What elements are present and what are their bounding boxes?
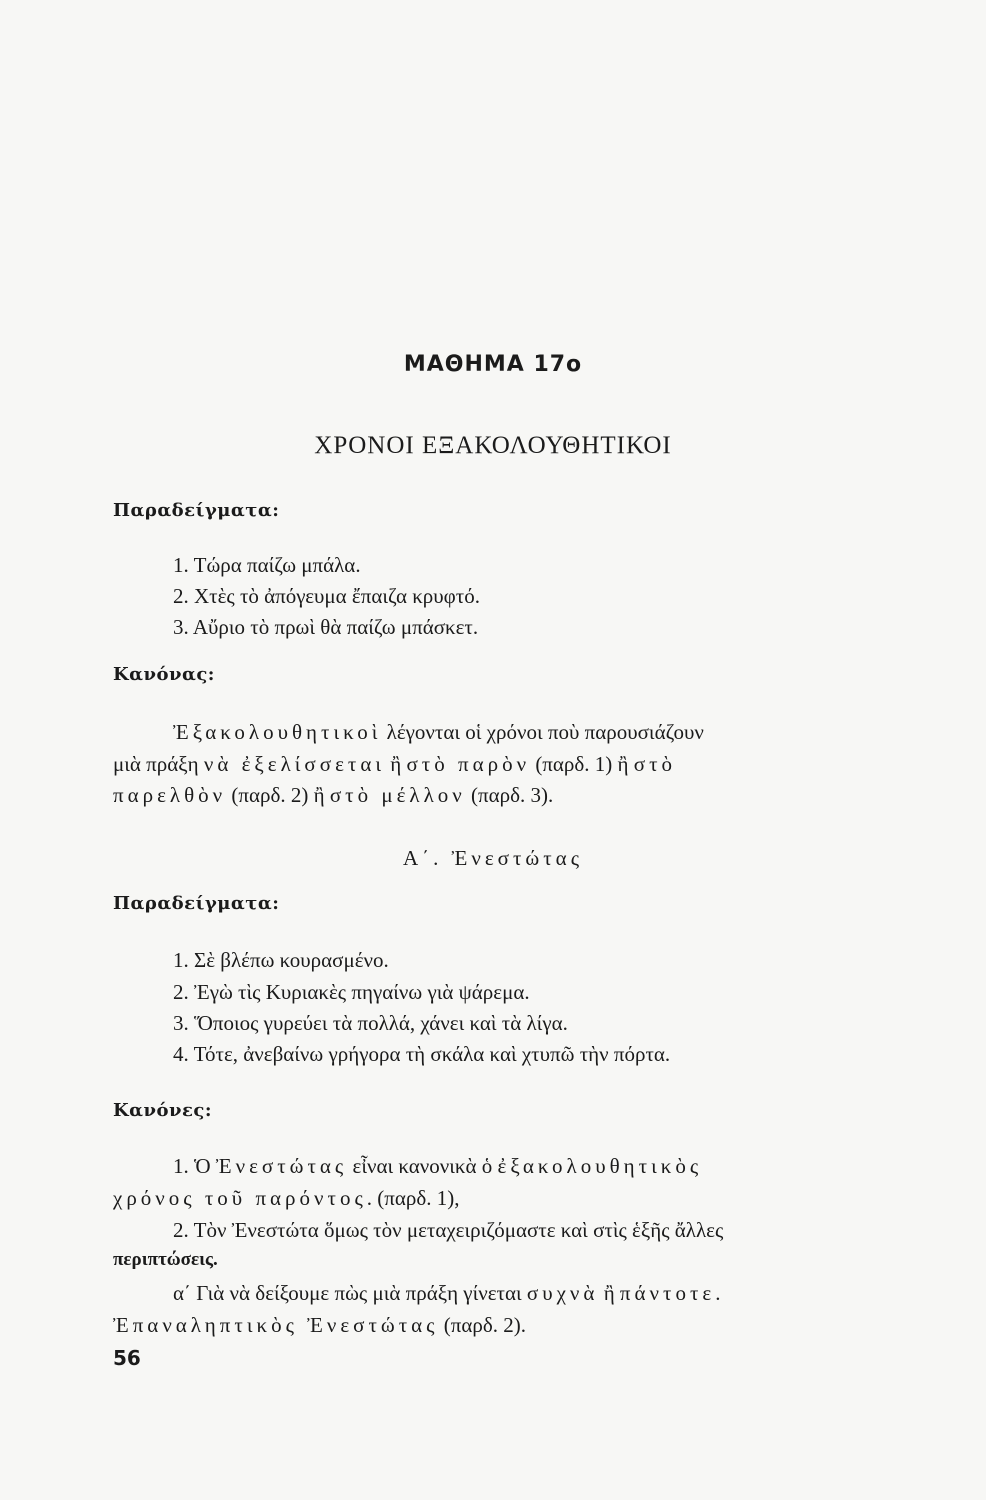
rule-2-text: εἶναι κανονικὰ ὁ: [347, 1154, 498, 1178]
term-unfolding: νὰ ἐξελίσσεται: [203, 752, 385, 776]
example-1-1: 1. Τώρα παίζω μπάλα.: [173, 553, 361, 577]
rule-1-text: (παρδ. 3).: [465, 783, 554, 807]
example-1-3: 3. Αὔριο τὸ πρωὶ θὰ παίζω μπάσκετ.: [173, 615, 479, 639]
term-future: στὸ μέλλον: [329, 783, 466, 807]
rule-1-line-1: [173, 720, 704, 745]
rule-1-line-2: [113, 752, 676, 777]
term-repetitive-present: Ἐπαναληπτικὸς Ἐνεστώτας: [113, 1313, 439, 1337]
rule-2-2-line-1: 2. Τὸν Ἐνεστώτα ὅμως τὸν μεταχειριζόμαστε καὶ στὶς ἑξῆς ἄλλες: [173, 1218, 724, 1242]
examples-heading-2: Παραδείγματα:: [113, 893, 280, 914]
rule-1-text: λέγονται οἱ χρόνοι ποὺ παρουσιάζουν: [381, 720, 704, 744]
example-1-2: 2. Χτὲς τὸ ἀπόγευμα ἔπαιζα κρυφτό.: [173, 584, 480, 608]
chapter-title: ΧΡΟΝΟΙ ΕΞΑΚΟΛΟΥΘΗΤΙΚΟΙ: [314, 432, 672, 459]
page-number: 56: [113, 1346, 141, 1370]
rule-2-a-line-1: [173, 1281, 720, 1306]
term-continuous-tense: ἐξακολουθητικὸς: [497, 1154, 703, 1178]
example-2-3: 3. Ὅποιος γυρεύει τὰ πολλά, χάνει καὶ τὰ λίγα.: [173, 1011, 568, 1035]
rule-2-text: ἢ: [598, 1281, 620, 1305]
rule-2-text: α΄ Γιὰ νὰ δείξουμε πὼς μιὰ πράξη γίνεται: [173, 1281, 527, 1305]
term-continuous: Ἐξακολουθητικοὶ: [173, 720, 382, 744]
term-present: στὸ παρὸν: [406, 752, 531, 776]
lesson-title: ΜΑΘΗΜΑ 17ο: [403, 352, 583, 377]
example-2-4: 4. Τότε, ἀνεβαίνω γρήγορα τὴ σκάλα καὶ χτυπῶ τὴν πόρτα.: [173, 1042, 671, 1066]
rule-2-1-line-2: [113, 1186, 460, 1211]
term-past: παρελθὸν: [113, 783, 227, 807]
examples-heading-1: Παραδείγματα:: [113, 500, 280, 521]
rule-2-text: 1. Ὁ: [173, 1154, 216, 1178]
rule-1-text: (παρδ. 1) ἢ: [530, 752, 634, 776]
term-always: πάντοτε: [619, 1281, 716, 1305]
rule-2-text: . (παρδ. 1),: [366, 1186, 460, 1210]
rule-2-a-line-2: [113, 1313, 526, 1338]
rules-heading-2: Κανόνες:: [113, 1100, 213, 1121]
rule-1-text: ἢ: [384, 752, 407, 776]
example-2-1: 1. Σὲ βλέπω κουρασμένο.: [173, 948, 389, 972]
rule-2-text: .: [715, 1281, 721, 1305]
term-time-of-present: χρόνος τοῦ παρόντος: [113, 1186, 367, 1210]
rule-2-2-line-2: περιπτώσεις.: [113, 1249, 218, 1270]
rule-2-text: (παρδ. 2).: [438, 1313, 526, 1337]
rule-heading-1: Κανόνας:: [113, 664, 215, 685]
rule-1-text: (παρδ. 2) ἢ: [226, 783, 330, 807]
term-often: συχνὰ: [526, 1281, 599, 1305]
term-present-tense: Ἐνεστώτας: [215, 1154, 348, 1178]
section-a-title: Α΄. Ἐνεστώτας: [402, 846, 584, 870]
example-2-2: 2. Ἐγὼ τὶς Κυριακὲς πηγαίνω γιὰ ψάρεμα.: [173, 980, 530, 1004]
rule-2-1-line-1: [173, 1154, 702, 1179]
term-in-the: στὸ: [633, 752, 677, 776]
rule-1-line-3: [113, 783, 553, 808]
rule-1-text: μιὰ πράξη: [113, 752, 204, 776]
